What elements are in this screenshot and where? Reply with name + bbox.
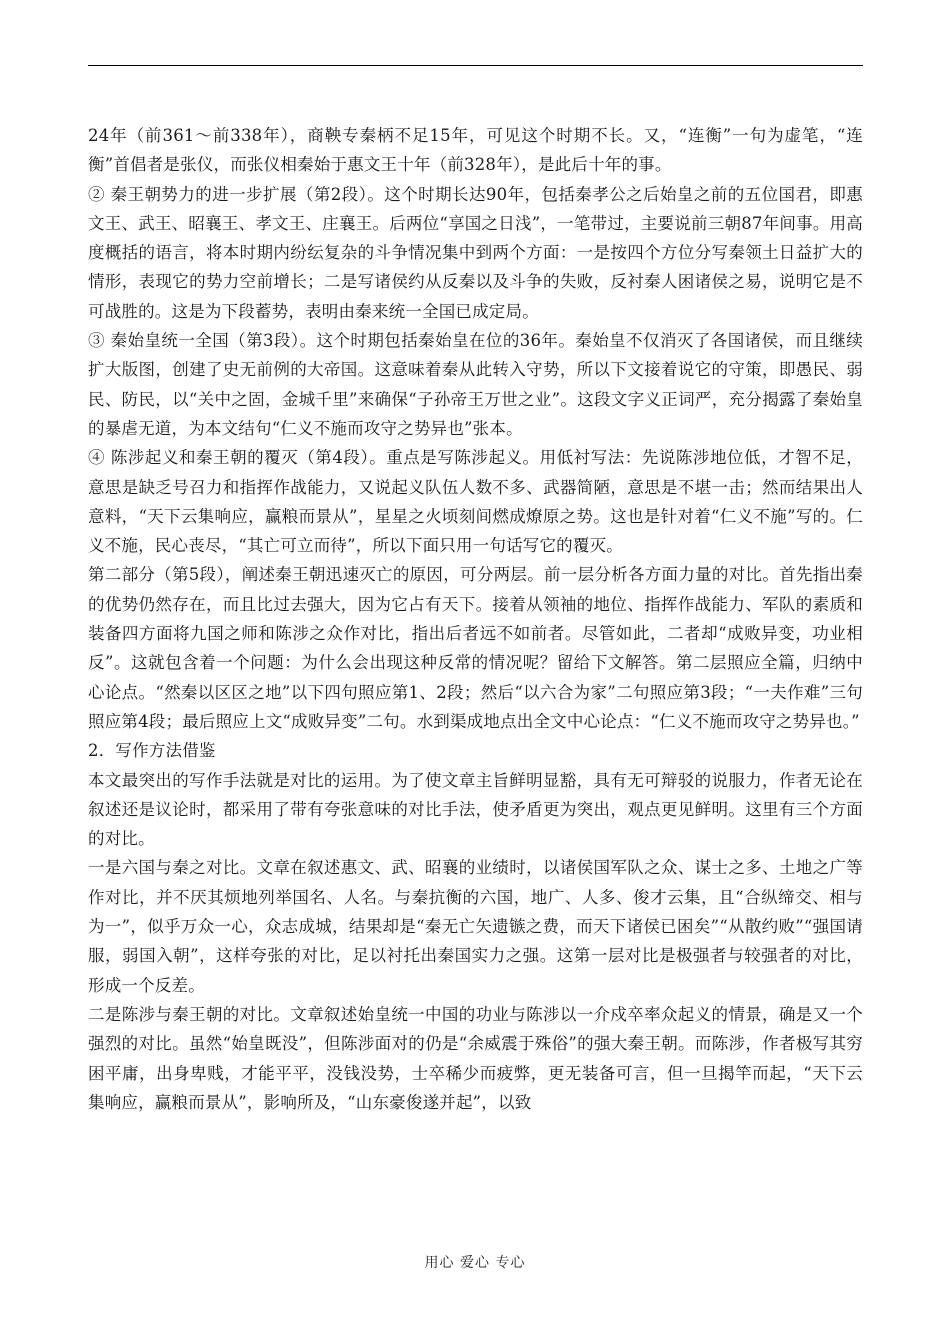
paragraph-contrast-two: 二是陈涉与秦王朝的对比。文章叙述始皇统一中国的功业与陈涉以一介戍卒率众起义的情景，确是又一个强烈的对比。虽然“始皇既没”，但陈涉面对的仍是“余威震于殊俗”的强大秦王朝。而陈涉，作者极写其穷困平庸，出身卑贱，才能平平，没钱没势，士卒稀少而疲弊，更无装备可言，但一旦揭竿而起，“天下云集响应，赢粮而景从”，影响所及，“山东豪俊遂并起”，以致 (88, 1004, 863, 1112)
paragraph-part-two: 第二部分（第5段），阐述秦王朝迅速灭亡的原因，可分两层。前一层分析各方面力量的对比。首先指出秦的优势仍然存在，而且比过去强大，因为它占有天下。接着从领袖的地位、指挥作战能力、军队的素质和装备四方面将九国之师和陈涉之众作对比，指出后者远不如前者。尽管如此，二者却“成败异变，功业相反”。这就包含着一个问题：为什么会出现这种反常的情况呢？留给下文解答。第二层照应全篇，归纳中心论点。“然秦以区区之地”以下四句照应第1、2段；然后“以六合为家”二句照应第3段；“一夫作难”三句照应第4段；最后照应上文“成败异变”二句。水到渠成地点出全文中心论点：“仁义不施而攻守之势异也。” (88, 565, 863, 731)
section-heading-writing-methods: 2．写作方法借鉴 (88, 741, 216, 761)
document-body (88, 121, 863, 1117)
paragraph-section-2: ② 秦王朝势力的进一步扩展（第2段）。这个时期长达90年，包括秦孝公之后始皇之前的五位国君，即惠文王、武王、昭襄王、孝文王、庄襄王。后两位“享国之日浅”，一笔带过，主要说前三朝87年间事。用高度概括的语言，将本时期内纷纭复杂的斗争情况集中到两个方面：一是按四个方位分写秦领土日益扩大的情形，表现它的势力空前增长；二是写诸侯约从反秦以及斗争的失败，反衬秦人困诸侯之易，说明它是不可战胜的。这是为下段蓄势，表明由秦来统一全国已成定局。 (88, 184, 863, 321)
paragraph-contrast-intro: 本文最突出的写作手法就是对比的运用。为了使文章主旨鲜明显豁，具有无可辩驳的说服力，作者无论在叙述还是议论时，都采用了带有夸张意味的对比手法，使矛盾更为突出，观点更见鲜明。这里有三个方面的对比。 (88, 770, 863, 849)
page-footer: 用心 爱心 专心 (424, 1255, 526, 1271)
paragraph-continuation: 24年（前361～前338年），商鞅专秦柄不足15年，可见这个时期不长。又，“连衡”一句为虚笔，“连衡”首倡者是张仪，而张仪相秦始于惠文王十年（前328年），是此后十年的事。 (88, 126, 863, 175)
paragraph-section-4: ④ 陈涉起义和秦王朝的覆灭（第4段）。重点是写陈涉起义。用低衬写法：先说陈涉地位低，才智不足，意思是缺乏号召力和指挥作战能力，又说起义队伍人数不多、武器简陋，意思是不堪一击；然而结果出人意料，“天下云集响应，赢粮而景从”，星星之火顷刻间燃成燎原之势。这也是针对着“仁义不施”写的。仁义不施，民心丧尽，“其亡可立而待”，所以下面只用一句话写它的覆灭。 (88, 448, 863, 556)
paragraph-section-3: ③ 秦始皇统一全国（第3段）。这个时期包括秦始皇在位的36年。秦始皇不仅消灭了各国诸侯，而且继续扩大版图，创建了史无前例的大帝国。这意味着秦从此转入守势，所以下文接着说它的守策，即愚民、弱民、防民，以“关中之固，金城千里”来确保“子孙帝王万世之业”。这段文字义正词严，充分揭露了秦始皇的暴虐无道，为本文结句“仁义不施而攻守之势异也”张本。 (88, 331, 863, 438)
paragraph-contrast-one: 一是六国与秦之对比。文章在叙述惠文、武、昭襄的业绩时，以诸侯国军队之众、谋士之多、土地之广等作对比，并不厌其烦地列举国名、人名。与秦抗衡的六国，地广、人多、俊才云集，且“合纵缔交、相与为一”，似乎万众一心，众志成城，结果却是“秦无亡矢遗镞之费，而天下诸侯已困矣”“从散约败”“强国请服，弱国入朝”，这样夸张的对比，足以衬托出秦国实力之强。这第一层对比是极强者与较强者的对比，形成一个反差。 (88, 858, 863, 995)
header-rule (88, 65, 863, 66)
